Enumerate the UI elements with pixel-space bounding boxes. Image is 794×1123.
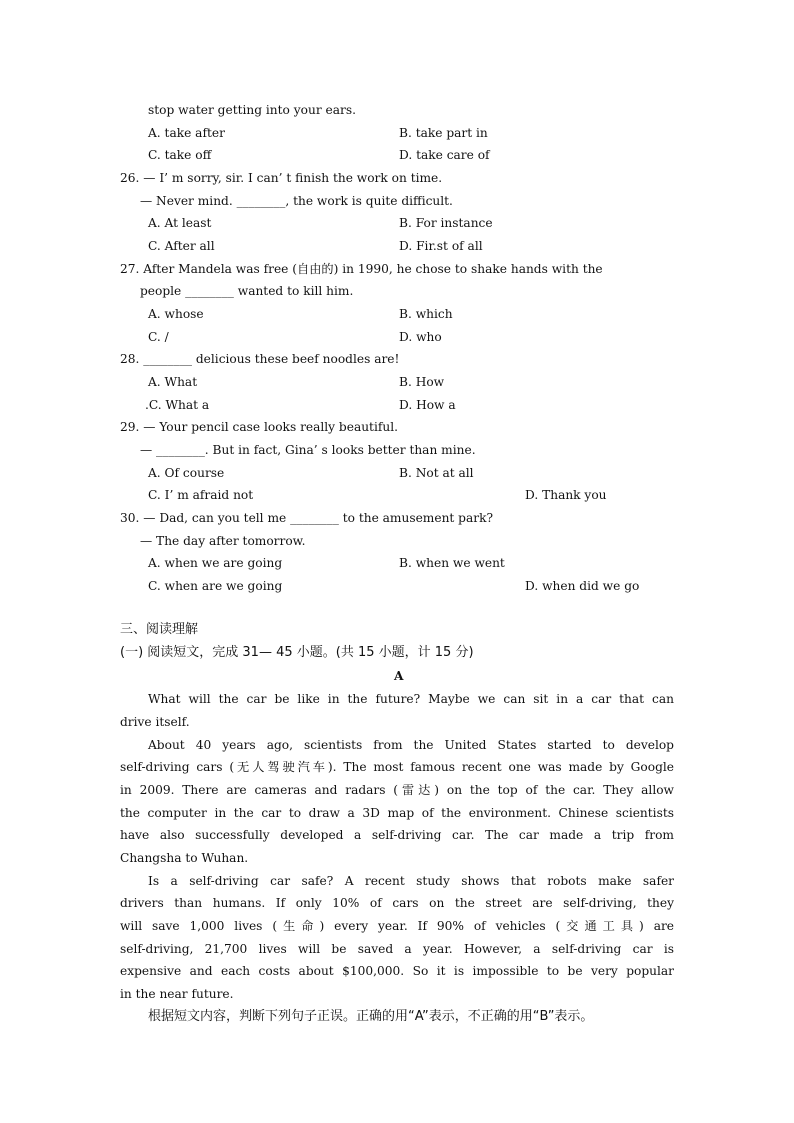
passage-line: drive itself. — [120, 715, 190, 729]
q27-stem: 27. After Mandela was free (自由的) in 1990, he chose to shake hands with the — [120, 262, 603, 276]
passage-line: self-driving cars (无人驾驶汽车). The most famous recent one was made by Google — [120, 760, 674, 774]
q28-option-c: .C. What a — [145, 398, 210, 412]
q30-line2: — The day after tomorrow. — [140, 534, 306, 548]
q26-option-d: D. Fir.st of all — [399, 239, 483, 253]
q26-option-c: C. After all — [148, 239, 215, 253]
q25-option-a: A. take after — [148, 126, 225, 140]
q30-option-d: D. when did we go — [525, 579, 640, 593]
q28-option-d: D. How a — [399, 398, 456, 412]
passage-line: About 40 years ago, scientists from the United States started to develop — [148, 738, 674, 752]
q30-option-b: B. when we went — [399, 556, 505, 570]
q28-option-a: A. What — [148, 375, 198, 389]
q29-line2: — ________. But in fact, Gina’ s looks better than mine. — [140, 443, 476, 457]
passage-line: have also successfully developed a self-driving car. The car made a trip from — [120, 828, 674, 842]
q29-stem: 29. — Your pencil case looks really beautiful. — [120, 420, 398, 434]
q30-option-c: C. when are we going — [148, 579, 283, 593]
q25-option-d: D. take care of — [399, 148, 490, 162]
q25-option-c: C. take off — [148, 148, 212, 162]
q28-stem: 28. ________ delicious these beef noodles are! — [120, 352, 400, 366]
passage-line: expensive and each costs about $100,000. So it is impossible to be very popular — [120, 964, 674, 978]
passage-line: in 2009. There are cameras and radars (雷达) on the top of the car. They allow — [120, 783, 674, 797]
sub-title: (一) 阅读短文，完成 31— 45 小题。(共 15 小题，计 15 分) — [120, 645, 474, 660]
passage-label: A — [394, 669, 404, 683]
passage-line: Changsha to Wuhan. — [120, 851, 249, 865]
q27-option-b: B. which — [399, 307, 453, 321]
passage-line: self-driving, 21,700 lives will be saved a year. However, a self-driving car is — [120, 942, 674, 956]
q26-line2: — Never mind. ________, the work is quite difficult. — [140, 194, 453, 208]
passage-line: Is a self-driving car safe? A recent study shows that robots make safer — [148, 874, 674, 888]
q27-option-a: A. whose — [148, 307, 204, 321]
q29-option-d: D. Thank you — [525, 488, 607, 502]
q30-option-a: A. when we are going — [148, 556, 283, 570]
passage-line: drivers than humans. If only 10% of cars on the street are self-driving, they — [120, 896, 674, 910]
q25-tail: stop water getting into your ears. — [148, 103, 356, 117]
q29-option-c: C. I’ m afraid not — [148, 488, 254, 502]
passage-line: will save 1,000 lives (生命) every year. If 90% of vehicles (交通工具) are — [120, 919, 674, 933]
q27-option-c: C. / — [148, 330, 169, 344]
q28-option-b: B. How — [399, 375, 445, 389]
q30-stem: 30. — Dad, can you tell me ________ to the amusement park? — [120, 511, 493, 525]
instruction: 根据短文内容，判断下列句子正误。正确的用“A”表示，不正确的用“B”表示。 — [148, 1009, 594, 1024]
q29-option-a: A. Of course — [148, 466, 225, 480]
q29-option-b: B. Not at all — [399, 466, 474, 480]
passage-line: the computer in the car to draw a 3D map of the environment. Chinese scientists — [120, 806, 674, 820]
q27-option-d: D. who — [399, 330, 442, 344]
q27-line2: people ________ wanted to kill him. — [140, 284, 354, 298]
q26-option-a: A. At least — [148, 216, 212, 230]
q26-stem: 26. — I’ m sorry, sir. I can’ t finish the work on time. — [120, 171, 443, 185]
passage-line: in the near future. — [120, 987, 234, 1001]
q25-option-b: B. take part in — [399, 126, 488, 140]
passage-line: What will the car be like in the future? Maybe we can sit in a car that can — [148, 692, 674, 706]
section-title: 三、阅读理解 — [120, 622, 199, 637]
q26-option-b: B. For instance — [399, 216, 493, 230]
